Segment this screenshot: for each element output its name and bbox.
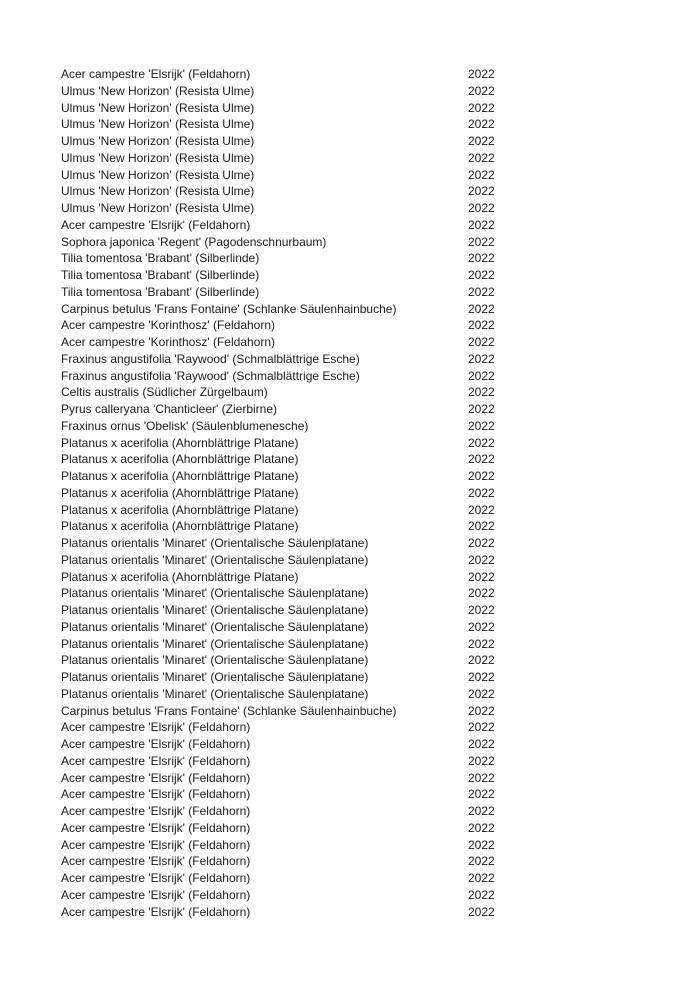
list-row — [61, 284, 581, 301]
tree-species-label: Platanus orientalis 'Minaret' (Orientalische Säulenplatane) — [61, 670, 369, 684]
tree-species-label: Ulmus 'New Horizon' (Resista Ulme) — [61, 83, 255, 98]
list-row — [61, 770, 581, 787]
list-row — [61, 468, 581, 485]
tree-species-label: Platanus x acerifolia (Ahornblättrige Platane) — [61, 502, 299, 517]
list-row — [61, 518, 581, 535]
tree-species-label: Ulmus 'New Horizon' (Resista Ulme) — [61, 134, 255, 148]
planting-year: 2022 — [468, 301, 495, 316]
planting-year: 2022 — [468, 134, 495, 148]
tree-species-label: Acer campestre 'Elsrijk' (Feldahorn) — [61, 854, 251, 869]
tree-species-label: Tilia tomentosa 'Brabant' (Silberlinde) — [61, 251, 260, 266]
planting-year: 2022 — [468, 100, 495, 115]
planting-year: 2022 — [468, 720, 495, 735]
planting-year: 2022 — [468, 117, 495, 132]
list-row — [61, 870, 581, 887]
list-row — [61, 703, 581, 720]
list-row — [61, 803, 581, 820]
planting-year: 2022 — [468, 201, 495, 215]
tree-species-label: Acer campestre 'Elsrijk' (Feldahorn) — [61, 887, 251, 902]
list-row — [61, 150, 581, 167]
planting-year: 2022 — [468, 619, 495, 634]
planting-year: 2022 — [468, 703, 495, 718]
planting-year: 2022 — [468, 67, 495, 81]
planting-year: 2022 — [468, 268, 495, 282]
planting-year: 2022 — [468, 737, 495, 751]
planting-year: 2022 — [468, 552, 495, 567]
tree-species-label: Acer campestre 'Elsrijk' (Feldahorn) — [61, 787, 251, 802]
planting-year: 2022 — [468, 351, 495, 366]
tree-species-label: Carpinus betulus 'Frans Fontaine' (Schlanke Säulenhainbuche) — [61, 703, 397, 718]
tree-species-label: Sophora japonica 'Regent' (Pagodenschnurbaum) — [61, 234, 327, 249]
list-row — [61, 451, 581, 468]
planting-year: 2022 — [468, 452, 495, 467]
list-row — [61, 719, 581, 736]
tree-species-label: Acer campestre 'Elsrijk' (Feldahorn) — [61, 67, 251, 81]
list-row — [61, 83, 581, 100]
tree-species-label: Platanus orientalis 'Minaret' (Orientalische Säulenplatane) — [61, 636, 369, 651]
planting-year: 2022 — [468, 184, 495, 199]
list-row — [61, 116, 581, 133]
planting-year: 2022 — [468, 804, 495, 818]
list-row — [61, 384, 581, 401]
list-row — [61, 585, 581, 602]
tree-species-label: Ulmus 'New Horizon' (Resista Ulme) — [61, 167, 255, 182]
list-row — [61, 435, 581, 452]
list-row — [61, 686, 581, 703]
planting-year: 2022 — [468, 670, 495, 684]
list-row — [61, 351, 581, 368]
list-row — [61, 301, 581, 318]
tree-species-label: Platanus x acerifolia (Ahornblättrige Platane) — [61, 469, 299, 483]
tree-species-label: Acer campestre 'Elsrijk' (Feldahorn) — [61, 720, 251, 735]
tree-species-label: Fraxinus ornus 'Obelisk' (Säulenblumenesche) — [61, 418, 309, 433]
tree-species-label: Platanus orientalis 'Minaret' (Orientalische Säulenplatane) — [61, 552, 369, 567]
planting-year: 2022 — [468, 603, 495, 617]
list-row — [61, 368, 581, 385]
list-row — [61, 167, 581, 184]
tree-species-label: Fraxinus angustifolia 'Raywood' (Schmalblättrige Esche) — [61, 368, 360, 383]
planting-year: 2022 — [468, 167, 495, 182]
tree-species-label: Platanus x acerifolia (Ahornblättrige Platane) — [61, 519, 299, 534]
planting-year: 2022 — [468, 217, 495, 232]
planting-year: 2022 — [468, 402, 495, 416]
list-row — [61, 183, 581, 200]
tree-species-label: Platanus orientalis 'Minaret' (Orientalische Säulenplatane) — [61, 686, 369, 701]
planting-year: 2022 — [468, 887, 495, 902]
list-row — [61, 502, 581, 519]
planting-year: 2022 — [468, 536, 495, 550]
tree-species-label: Tilia tomentosa 'Brabant' (Silberlinde) — [61, 268, 260, 282]
list-row — [61, 786, 581, 803]
tree-species-label: Platanus x acerifolia (Ahornblättrige Platane) — [61, 569, 299, 584]
list-row — [61, 602, 581, 619]
tree-species-label: Celtis australis (Südlicher Zürgelbaum) — [61, 385, 268, 400]
planting-year: 2022 — [468, 385, 495, 400]
tree-species-label: Ulmus 'New Horizon' (Resista Ulme) — [61, 100, 255, 115]
list-row — [61, 267, 581, 284]
planting-year: 2022 — [468, 335, 495, 349]
tree-species-label: Acer campestre 'Elsrijk' (Feldahorn) — [61, 753, 251, 768]
planting-year: 2022 — [468, 904, 495, 919]
planting-year: 2022 — [468, 519, 495, 534]
planting-year: 2022 — [468, 469, 495, 483]
tree-species-label: Carpinus betulus 'Frans Fontaine' (Schlanke Säulenhainbuche) — [61, 301, 397, 316]
list-row — [61, 552, 581, 569]
tree-species-label: Acer campestre 'Elsrijk' (Feldahorn) — [61, 804, 251, 818]
tree-species-label: Fraxinus angustifolia 'Raywood' (Schmalblättrige Esche) — [61, 351, 360, 366]
tree-species-label: Acer campestre 'Elsrijk' (Feldahorn) — [61, 871, 251, 885]
planting-year: 2022 — [468, 753, 495, 768]
tree-species-label: Acer campestre 'Elsrijk' (Feldahorn) — [61, 904, 251, 919]
tree-species-label: Platanus x acerifolia (Ahornblättrige Platane) — [61, 452, 299, 467]
planting-year: 2022 — [468, 234, 495, 249]
tree-species-label: Platanus orientalis 'Minaret' (Orientalische Säulenplatane) — [61, 536, 369, 550]
planting-year: 2022 — [468, 586, 495, 601]
tree-species-label: Acer campestre 'Elsrijk' (Feldahorn) — [61, 217, 251, 232]
list-row — [61, 904, 581, 921]
planting-year: 2022 — [468, 854, 495, 869]
planting-year: 2022 — [468, 770, 495, 785]
tree-species-label: Ulmus 'New Horizon' (Resista Ulme) — [61, 184, 255, 199]
list-row — [61, 217, 581, 234]
list-row — [61, 652, 581, 669]
list-row — [61, 234, 581, 251]
list-row — [61, 820, 581, 837]
tree-species-label: Acer campestre 'Elsrijk' (Feldahorn) — [61, 837, 251, 852]
tree-species-label: Ulmus 'New Horizon' (Resista Ulme) — [61, 150, 255, 165]
list-row — [61, 133, 581, 150]
planting-year: 2022 — [468, 418, 495, 433]
planting-year: 2022 — [468, 485, 495, 500]
tree-species-label: Ulmus 'New Horizon' (Resista Ulme) — [61, 117, 255, 132]
planting-year: 2022 — [468, 820, 495, 835]
planting-year: 2022 — [468, 502, 495, 517]
list-row — [61, 418, 581, 435]
planting-year: 2022 — [468, 83, 495, 98]
list-row — [61, 66, 581, 83]
tree-species-label: Acer campestre 'Korinthosz' (Feldahorn) — [61, 335, 276, 349]
list-row — [61, 753, 581, 770]
list-row — [61, 200, 581, 217]
list-row — [61, 535, 581, 552]
tree-species-label: Ulmus 'New Horizon' (Resista Ulme) — [61, 201, 255, 215]
list-row — [61, 334, 581, 351]
tree-species-label: Acer campestre 'Elsrijk' (Feldahorn) — [61, 770, 251, 785]
list-row — [61, 619, 581, 636]
tree-species-label: Platanus orientalis 'Minaret' (Orientalische Säulenplatane) — [61, 603, 369, 617]
planting-year: 2022 — [468, 435, 495, 450]
planting-year: 2022 — [468, 686, 495, 701]
list-row — [61, 317, 581, 334]
list-row — [61, 853, 581, 870]
planting-year: 2022 — [468, 318, 495, 333]
planting-year: 2022 — [468, 284, 495, 299]
tree-species-label: Platanus x acerifolia (Ahornblättrige Platane) — [61, 435, 299, 450]
list-row — [61, 250, 581, 267]
tree-species-label: Platanus x acerifolia (Ahornblättrige Platane) — [61, 485, 299, 500]
tree-species-label: Platanus orientalis 'Minaret' (Orientalische Säulenplatane) — [61, 653, 369, 668]
tree-species-label: Tilia tomentosa 'Brabant' (Silberlinde) — [61, 284, 260, 299]
tree-species-label: Acer campestre 'Korinthosz' (Feldahorn) — [61, 318, 276, 333]
planting-year: 2022 — [468, 871, 495, 885]
planting-year: 2022 — [468, 368, 495, 383]
list-row — [61, 401, 581, 418]
list-row — [61, 100, 581, 117]
list-row — [61, 485, 581, 502]
tree-species-label: Acer campestre 'Elsrijk' (Feldahorn) — [61, 737, 251, 751]
list-row — [61, 736, 581, 753]
planting-year: 2022 — [468, 653, 495, 668]
planting-year: 2022 — [468, 150, 495, 165]
tree-species-label: Platanus orientalis 'Minaret' (Orientalische Säulenplatane) — [61, 619, 369, 634]
list-row — [61, 669, 581, 686]
list-row — [61, 837, 581, 854]
list-row — [61, 887, 581, 904]
list-row — [61, 569, 581, 586]
tree-species-label: Platanus orientalis 'Minaret' (Orientalische Säulenplatane) — [61, 586, 369, 601]
tree-species-label: Pyrus calleryana 'Chanticleer' (Zierbirne) — [61, 402, 277, 416]
planting-year: 2022 — [468, 636, 495, 651]
planting-year: 2022 — [468, 787, 495, 802]
planting-year: 2022 — [468, 251, 495, 266]
tree-planting-list — [61, 66, 581, 920]
tree-species-label: Acer campestre 'Elsrijk' (Feldahorn) — [61, 820, 251, 835]
planting-year: 2022 — [468, 569, 495, 584]
planting-year: 2022 — [468, 837, 495, 852]
list-row — [61, 636, 581, 653]
